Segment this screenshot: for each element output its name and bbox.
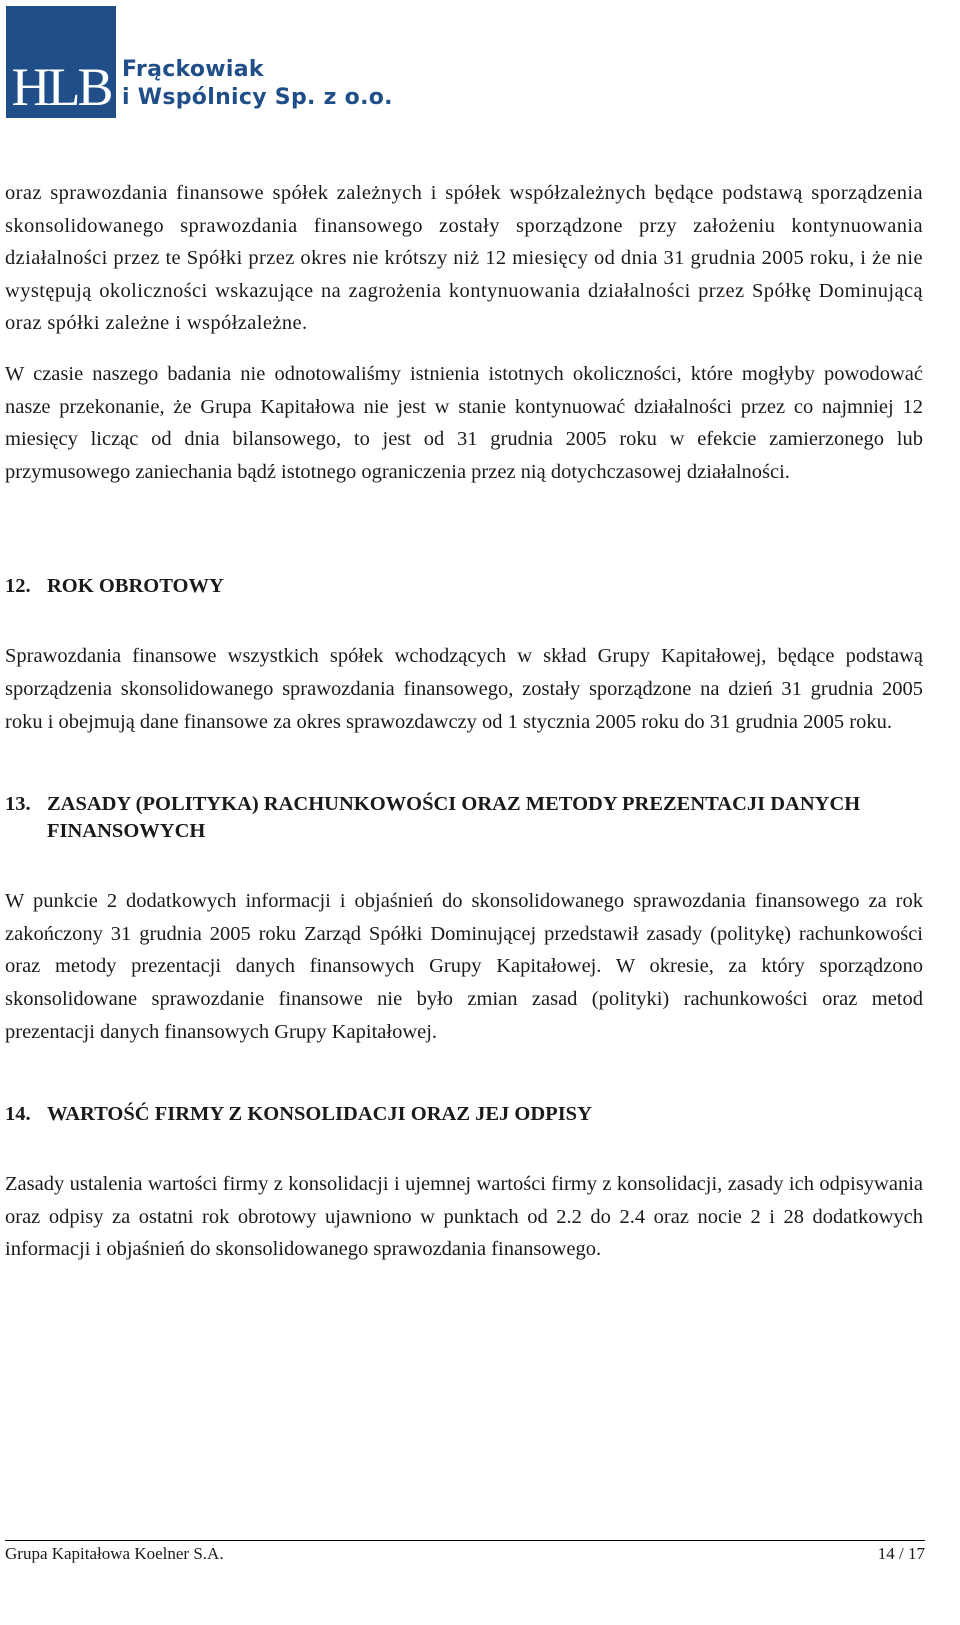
footer-company: Grupa Kapitałowa Koelner S.A. (5, 1544, 224, 1563)
page-number: 14 / 17 (877, 1544, 925, 1563)
logo-mark-text: HLB (11, 57, 111, 117)
logo-line-2: i Wspólnicy Sp. z o.o. (122, 85, 393, 110)
section-body-13: W punkcie 2 dodatkowych informacji i objaśnień do skonsolidowanego sprawozdania finansowego za rok zakończony 31 grudnia 2005 roku Zarząd Spółki Dominującej przedstawił zasady (politykę) rachunkowości oraz metody prezentacji danych finansowych Grupy Kapitałowej. W okresie, za który sporządzono skonsolidowane sprawozdanie finansowe nie było zmian zasad (polityki) rachunkowości oraz metod prezentacji danych finansowych Grupy Kapitałowej. (5, 890, 923, 1043)
paragraph-going-concern: oraz sprawozdania finansowe spółek zależnych i spółek współzależnych będące podstawą sporządzenia skonsolidowanego sprawozdania finansowego zostały sporządzone przy założeniu kontynuowania działalności przez te Spółki przez okres nie krótszy niż 12 miesięcy od dnia 31 grudnia 2005 roku, i że nie występują okoliczności wskazujące na zagrożenia kontynuowania działalności przez Spółkę Dominującą oraz spółki zależne i współzależne. (5, 182, 923, 335)
page-footer (5, 1540, 925, 1564)
document-body (5, 177, 923, 1266)
logo-line-1: Frąckowiak (122, 57, 264, 82)
section-heading-14 (5, 1101, 923, 1128)
company-logo (6, 6, 393, 118)
section-number: 12. (5, 575, 31, 598)
section-title: WARTOŚĆ FIRMY Z KONSOLIDACJI ORAZ JEJ ODPISY (47, 1103, 592, 1126)
paragraph-audit-findings: W czasie naszego badania nie odnotowaliśmy istnienia istotnych okoliczności, które mogłyby powodować nasze przekonanie, że Grupa Kapitałowa nie jest w stanie kontynuować działalności przez co najmniej 12 miesięcy licząc od dnia bilansowego, to jest od 31 grudnia 2005 roku w efekcie zamierzonego lub przymusowego zaniechania bądź istotnego ograniczenia przez nią dotychczasowej działalności. (5, 362, 923, 483)
section-heading-13 (5, 791, 923, 845)
logo-mark (6, 6, 116, 118)
section-number: 13. (5, 793, 31, 816)
logo-wordmark (122, 56, 393, 112)
section-number: 14. (5, 1103, 31, 1126)
section-body-12: Sprawozdania finansowe wszystkich spółek wchodzących w skład Grupy Kapitałowej, będące podstawą sporządzenia skonsolidowanego sprawozdania finansowego, zostały sporządzone na dzień 31 grudnia 2005 roku i obejmują dane finansowe za okres sprawozdawczy od 1 stycznia 2005 roku do 31 grudnia 2005 roku. (5, 645, 923, 733)
section-body-14: Zasady ustalenia wartości firmy z konsolidacji i ujemnej wartości firmy z konsolidacji, zasady ich odpisywania oraz odpisy za ostatni rok obrotowy ujawniono w punktach od 2.2 do 2.4 oraz nocie 2 i 28 dodatkowych informacji i objaśnień do skonsolidowanego sprawozdania finansowego. (5, 1173, 923, 1261)
section-title: ROK OBROTOWY (47, 575, 224, 598)
section-title: ZASADY (POLITYKA) RACHUNKOWOŚCI ORAZ METODY PREZENTACJI DANYCH FINANSOWYCH (47, 793, 861, 843)
section-heading-12 (5, 573, 923, 600)
